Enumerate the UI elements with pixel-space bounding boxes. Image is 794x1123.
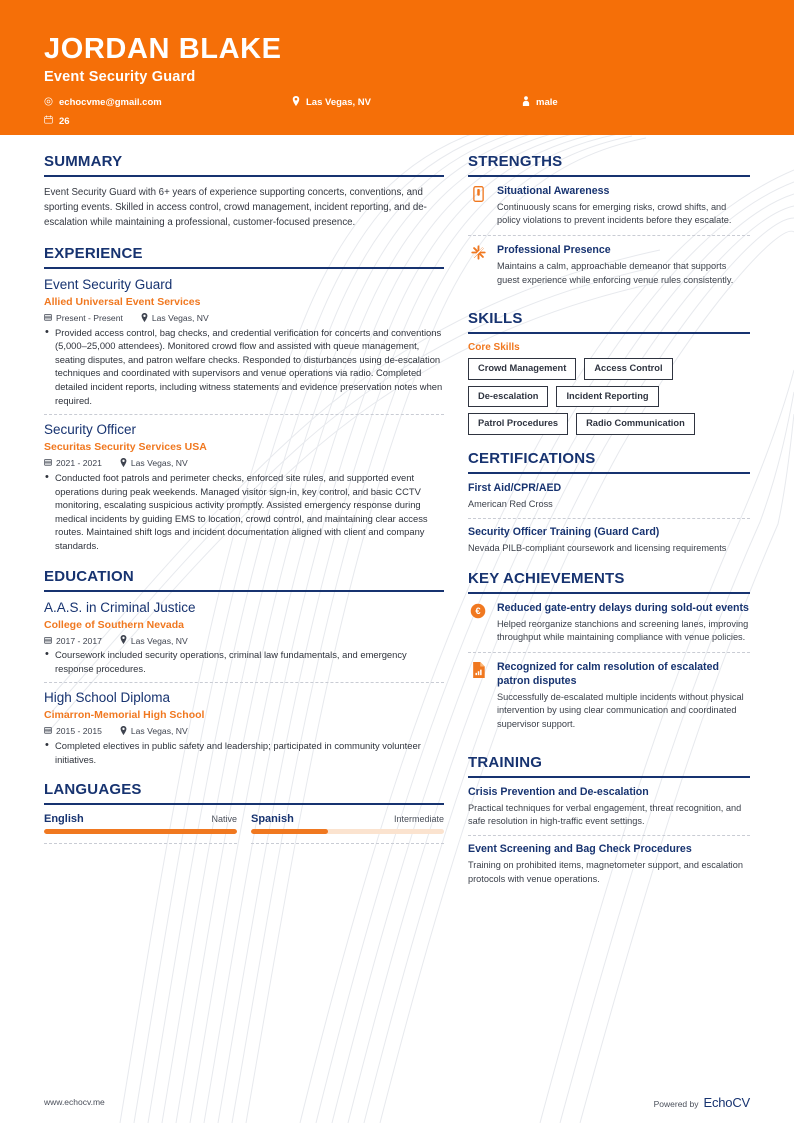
education-bullets	[44, 739, 444, 766]
location-pin-icon	[141, 313, 148, 324]
experience-location	[120, 458, 188, 469]
language-item	[44, 813, 237, 844]
language-item	[251, 813, 444, 844]
achievement-description: Helped reorganize stanchions and screening lanes, improving throughput while maintaining compliance with venue policies.	[497, 618, 749, 643]
certification-issuer: Nevada PILB-compliant coursework and licensing requirements	[468, 542, 727, 553]
section-languages	[44, 781, 444, 844]
achievement-item	[468, 602, 750, 653]
experience-dates-text: 2021 - 2021	[56, 458, 102, 469]
section-strengths	[468, 153, 750, 295]
section-title-languages: LANGUAGES	[44, 781, 444, 805]
experience-entry	[44, 422, 444, 552]
strength-body	[497, 244, 750, 286]
bullet-item: • Completed electives in public safety and leadership; participated in community volunteer initiatives.	[44, 739, 444, 766]
language-progress-fill	[44, 829, 237, 834]
section-title-certifications: CERTIFICATIONS	[468, 450, 750, 474]
training-description: Training on prohibited items, magnetometer support, and escalation protocols with venue operations.	[468, 860, 743, 884]
achievement-title: Recognized for calm resolution of escalated patron disputes	[497, 661, 719, 688]
section-skills	[468, 310, 750, 435]
calendar-icon	[44, 313, 52, 323]
job-role-subtitle: Event Security Guard	[44, 69, 196, 86]
strength-description: Maintains a calm, approachable demeanor that supports guest experience while enforcing venue rules consistently.	[497, 261, 734, 285]
page-title: JORDAN BLAKE	[44, 33, 282, 65]
education-meta	[44, 635, 444, 646]
training-item	[468, 786, 750, 836]
language-level: Native	[211, 814, 237, 825]
summary-text: Event Security Guard with 6+ years of experience supporting concerts, conventions, and sporting events. Skilled in access control, crowd management, incident reporting, and de-escalation while maintaining a professional, customer-focused presence.	[44, 187, 427, 229]
strength-body	[497, 185, 750, 227]
achievement-title: Reduced gate-entry delays during sold-out events	[497, 601, 749, 614]
footer-powered-label: Powered by	[653, 1098, 699, 1109]
contact-info-grid	[44, 96, 794, 127]
education-dates	[44, 636, 102, 646]
section-experience	[44, 245, 444, 553]
section-title-training: TRAINING	[468, 754, 750, 778]
language-progress-fill	[251, 829, 328, 834]
training-description: Practical techniques for verbal engagement, threat recognition, and safe resolution in high-traffic event settings.	[468, 802, 742, 827]
language-row	[44, 813, 237, 825]
education-meta	[44, 726, 444, 737]
section-summary	[44, 153, 444, 230]
contact-email-text: echocvme@gmail.com	[59, 97, 162, 109]
skill-tag[interactable]: De-escalation	[468, 386, 548, 408]
language-level: Intermediate	[393, 814, 444, 825]
experience-location-text: Las Vegas, NV	[151, 313, 209, 324]
achievement-description: Successfully de-escalated multiple incidents without physical intervention by using clear communication and coordinated supervisor support.	[497, 691, 744, 729]
languages-list	[44, 813, 444, 844]
mobile-phone-icon	[468, 185, 488, 227]
skill-tag[interactable]: Crowd Management	[468, 358, 576, 380]
achievement-item	[468, 661, 750, 739]
resume-footer	[0, 1081, 794, 1123]
certification-title: First Aid/CPR/AED	[468, 481, 562, 494]
bullet-item: • Provided access control, bag checks, and credential verification for concerts and conventions (5,000–25,000 attendees). Monitored crowd flow and assisted with queue management, seating disputes, and patron welfare checks. Responded to disturbances using de-escalation techniques and coordinated with supervisors and venue operations via radio. Completed detailed incident reports, including witness statements and evidence preservation notes when required.	[44, 326, 444, 408]
location-pin-icon	[120, 458, 127, 469]
contact-location-text: Las Vegas, NV	[306, 97, 371, 109]
experience-role: Security Officer	[44, 422, 137, 438]
document-chart-icon	[468, 661, 488, 731]
footer-website-url[interactable]: www.echocv.me	[44, 1097, 105, 1107]
language-name: Spanish	[251, 813, 294, 826]
skills-tag-list	[468, 358, 750, 435]
education-school: College of Southern Nevada	[44, 618, 185, 631]
section-title-strengths: STRENGTHS	[468, 153, 750, 177]
language-progress-track	[251, 829, 444, 834]
right-column	[468, 153, 750, 901]
certification-title: Security Officer Training (Guard Card)	[468, 525, 660, 538]
certification-item	[468, 526, 750, 555]
training-title: Crisis Prevention and De-escalation	[468, 785, 649, 798]
experience-bullets	[44, 471, 444, 553]
language-row	[251, 813, 444, 825]
section-title-education: EDUCATION	[44, 568, 444, 592]
skill-tag[interactable]: Access Control	[584, 358, 672, 380]
footer-branding	[654, 1095, 750, 1110]
education-dates	[44, 726, 102, 736]
resume-header	[0, 0, 794, 135]
education-entry	[44, 600, 444, 684]
section-key-achievements	[468, 570, 750, 739]
skill-tag[interactable]: Radio Communication	[576, 413, 695, 435]
training-title: Event Screening and Bag Check Procedures	[468, 843, 692, 856]
contact-age-text: 26	[59, 115, 70, 127]
experience-meta	[44, 313, 444, 324]
education-location	[120, 635, 188, 646]
education-entry	[44, 690, 444, 766]
certification-issuer: American Red Cross	[468, 498, 553, 509]
resume-body	[0, 135, 794, 901]
experience-entry	[44, 277, 444, 415]
experience-company: Securitas Security Services USA	[44, 441, 207, 454]
education-degree: A.A.S. in Criminal Justice	[44, 599, 196, 615]
section-title-experience: EXPERIENCE	[44, 245, 444, 269]
calendar-icon	[44, 115, 53, 127]
experience-meta	[44, 458, 444, 469]
language-progress-track	[44, 829, 237, 834]
at-email-icon	[44, 97, 53, 109]
experience-dates-text: Present - Present	[56, 313, 123, 324]
location-pin-icon	[292, 96, 300, 109]
contact-gender	[522, 96, 794, 109]
bullet-item: • Conducted foot patrols and perimeter checks, enforced site rules, and supported event operations during peak weekends. Managed visitor sign-in, key control, and basic CCTV monitoring, escalating suspicious activity promptly. Assisted emergency response during medical incidents by guiding EMS to location, crowd control, and maintaining clear access routes. Maintained shift logs and incident documentation aligned with client and company standards.	[44, 471, 444, 553]
left-column	[44, 153, 444, 901]
experience-role: Event Security Guard	[44, 277, 173, 293]
contact-gender-text: male	[536, 97, 558, 109]
education-location	[120, 726, 188, 737]
experience-location-text: Las Vegas, NV	[130, 458, 188, 469]
certification-item	[468, 482, 750, 519]
section-title-summary: SUMMARY	[44, 153, 444, 177]
section-title-skills: SKILLS	[468, 310, 750, 334]
contact-location	[292, 96, 522, 109]
experience-dates	[44, 313, 123, 323]
education-degree: High School Diploma	[44, 690, 171, 706]
sparkle-star-icon	[468, 244, 488, 286]
svg-text:€: €	[475, 606, 481, 617]
achievement-body	[497, 602, 750, 644]
calendar-icon	[44, 726, 52, 736]
contact-email	[44, 96, 292, 109]
education-bullets	[44, 648, 444, 675]
strength-item	[468, 244, 750, 294]
experience-bullets	[44, 326, 444, 408]
calendar-icon	[44, 636, 52, 646]
section-title-key-achievements: KEY ACHIEVEMENTS	[468, 570, 750, 594]
footer-brand-name: EchoCV	[703, 1094, 750, 1110]
location-pin-icon	[120, 726, 127, 737]
skills-group-label: Core Skills	[468, 341, 520, 353]
strength-description: Continuously scans for emerging risks, crowd shifts, and policy violations to prevent incidents before they escalate.	[497, 201, 732, 226]
person-icon	[522, 96, 530, 109]
experience-company: Allied Universal Event Services	[44, 295, 201, 308]
strength-title: Professional Presence	[497, 244, 611, 257]
section-training	[468, 754, 750, 886]
euro-coin-icon	[468, 602, 488, 644]
strength-item	[468, 185, 750, 236]
achievement-body	[497, 661, 750, 731]
calendar-icon	[44, 458, 52, 468]
education-location-text: Las Vegas, NV	[130, 635, 188, 646]
section-certifications	[468, 450, 750, 555]
location-pin-icon	[120, 635, 127, 646]
skill-tag[interactable]: Patrol Procedures	[468, 413, 568, 435]
skill-tag[interactable]: Incident Reporting	[556, 386, 658, 408]
language-name: English	[44, 813, 84, 826]
education-dates-text: 2015 - 2015	[56, 726, 102, 737]
education-dates-text: 2017 - 2017	[56, 635, 102, 646]
bullet-item: • Coursework included security operations, criminal law fundamentals, and emergency response procedures.	[44, 648, 444, 675]
education-location-text: Las Vegas, NV	[130, 726, 188, 737]
training-item	[468, 843, 750, 885]
contact-age	[44, 115, 292, 127]
experience-location	[141, 313, 209, 324]
experience-dates	[44, 458, 102, 468]
education-school: Cimarron-Memorial High School	[44, 709, 205, 722]
section-education	[44, 568, 444, 767]
strength-title: Situational Awareness	[497, 185, 610, 197]
